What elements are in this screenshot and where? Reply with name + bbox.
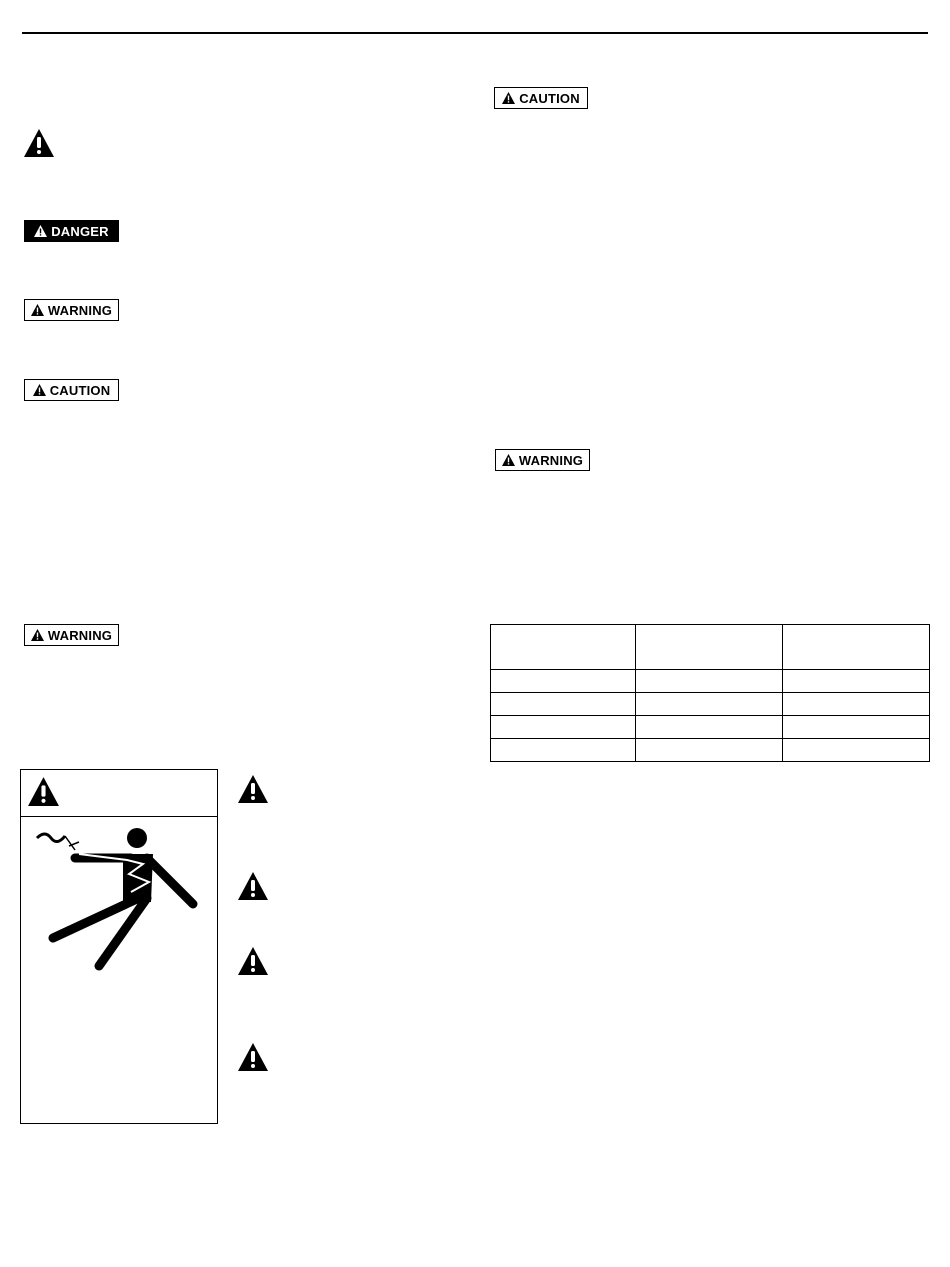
warning-label-text: WARNING xyxy=(47,302,113,318)
data-table xyxy=(490,624,930,762)
table-cell xyxy=(635,670,783,693)
danger-label-text: DANGER xyxy=(51,223,109,239)
warning-label-text: WARNING xyxy=(518,452,584,468)
warning-label xyxy=(495,449,590,471)
safety-alert-icon xyxy=(237,946,269,976)
alert-triangle-icon xyxy=(31,304,44,316)
alert-triangle-icon xyxy=(33,384,46,396)
table-cell xyxy=(491,670,636,693)
table-row xyxy=(491,716,930,739)
electric-shock-icon xyxy=(35,798,205,978)
alert-triangle-icon xyxy=(34,225,47,237)
table-row xyxy=(491,670,930,693)
table-cell xyxy=(635,739,783,762)
table-cell xyxy=(491,693,636,716)
shock-hazard-panel xyxy=(20,769,218,1124)
caution-label-text: CAUTION xyxy=(49,382,111,398)
table-cell xyxy=(783,739,930,762)
warning-label xyxy=(24,624,119,646)
alert-triangle-icon xyxy=(502,92,515,104)
warning-label xyxy=(24,299,119,321)
table-header-cell xyxy=(783,625,930,670)
alert-triangle-icon xyxy=(502,454,515,466)
table-cell xyxy=(635,693,783,716)
table-cell xyxy=(491,739,636,762)
table-cell xyxy=(783,670,930,693)
caution-label-text: CAUTION xyxy=(519,90,580,106)
safety-alert-icon xyxy=(237,774,269,804)
top-rule xyxy=(22,32,928,34)
table-cell xyxy=(783,716,930,739)
safety-alert-icon xyxy=(237,1042,269,1072)
table-row xyxy=(491,739,930,762)
alert-triangle-icon xyxy=(31,629,44,641)
caution-label xyxy=(24,379,119,401)
danger-label xyxy=(24,220,119,242)
table-cell xyxy=(635,716,783,739)
table-cell xyxy=(783,693,930,716)
table-header-row xyxy=(491,625,930,670)
warning-label-text: WARNING xyxy=(47,627,113,643)
safety-alert-icon xyxy=(237,871,269,901)
table-header-cell xyxy=(491,625,636,670)
table-header-cell xyxy=(635,625,783,670)
table-row xyxy=(491,693,930,716)
safety-alert-icon xyxy=(23,128,55,158)
table-cell xyxy=(491,716,636,739)
caution-label xyxy=(494,87,588,109)
